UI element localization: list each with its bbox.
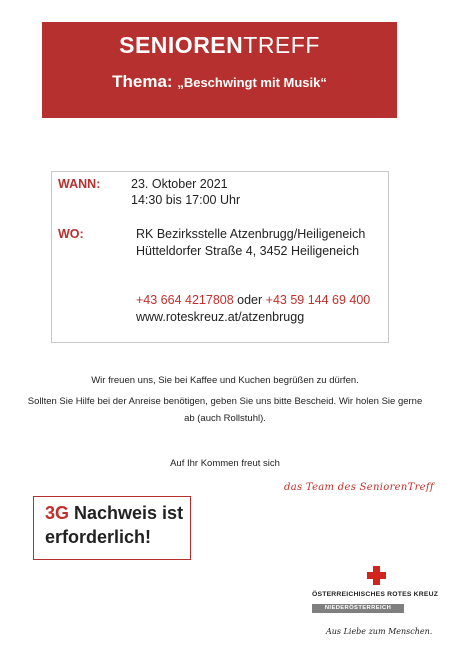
location-line1: RK Bezirksstelle Atzenbrugg/Heiligeneich	[136, 227, 366, 241]
location-line2: Hütteldorfer Straße 4, 3452 Heiligeneich	[136, 244, 360, 258]
help-text-line2: ab (auch Rollstuhl).	[184, 413, 266, 424]
event-details-box	[51, 171, 389, 343]
notice-line2: erforderlich!	[45, 527, 152, 547]
phone-secondary[interactable]: +43 59 144 69 400	[265, 293, 371, 307]
website-link[interactable]: www.roteskreuz.at/atzenbrugg	[136, 310, 305, 324]
3g-notice-box	[33, 496, 191, 560]
org-motto: Aus Liebe zum Menschen.	[326, 627, 433, 636]
signature: das Team des SeniorenTreff	[284, 482, 434, 493]
event-time: 14:30 bis 17:00 Uhr	[131, 193, 241, 207]
welcome-text: Wir freuen uns, Sie bei Kaffee und Kuchen begrüßen zu dürfen.	[91, 375, 359, 386]
where-label: WO:	[58, 227, 84, 241]
when-label: WANN:	[58, 177, 101, 191]
banner-title: SENIORENTREFF	[119, 32, 320, 58]
closing-text: Auf Ihr Kommen freut sich	[170, 458, 280, 469]
notice-line1: 3G Nachweis ist	[45, 503, 184, 523]
help-text-line1: Sollten Sie Hilfe bei der Anreise benötigen, geben Sie uns bitte Bescheid. Wir holen Sie gerne	[27, 396, 423, 407]
org-name: ÖSTERREICHISCHES ROTES KREUZ	[312, 591, 439, 598]
banner-subtitle: Thema: „Beschwingt mit Musik“	[112, 72, 327, 91]
phone-numbers: +43 664 4217808 oder +43 59 144 69 400	[136, 293, 371, 307]
event-banner	[42, 22, 397, 118]
red-cross-icon	[367, 566, 386, 585]
event-date: 23. Oktober 2021	[131, 177, 228, 191]
phone-primary[interactable]: +43 664 4217808	[136, 293, 234, 307]
org-region: NIEDERÖSTERREICH	[312, 604, 404, 613]
